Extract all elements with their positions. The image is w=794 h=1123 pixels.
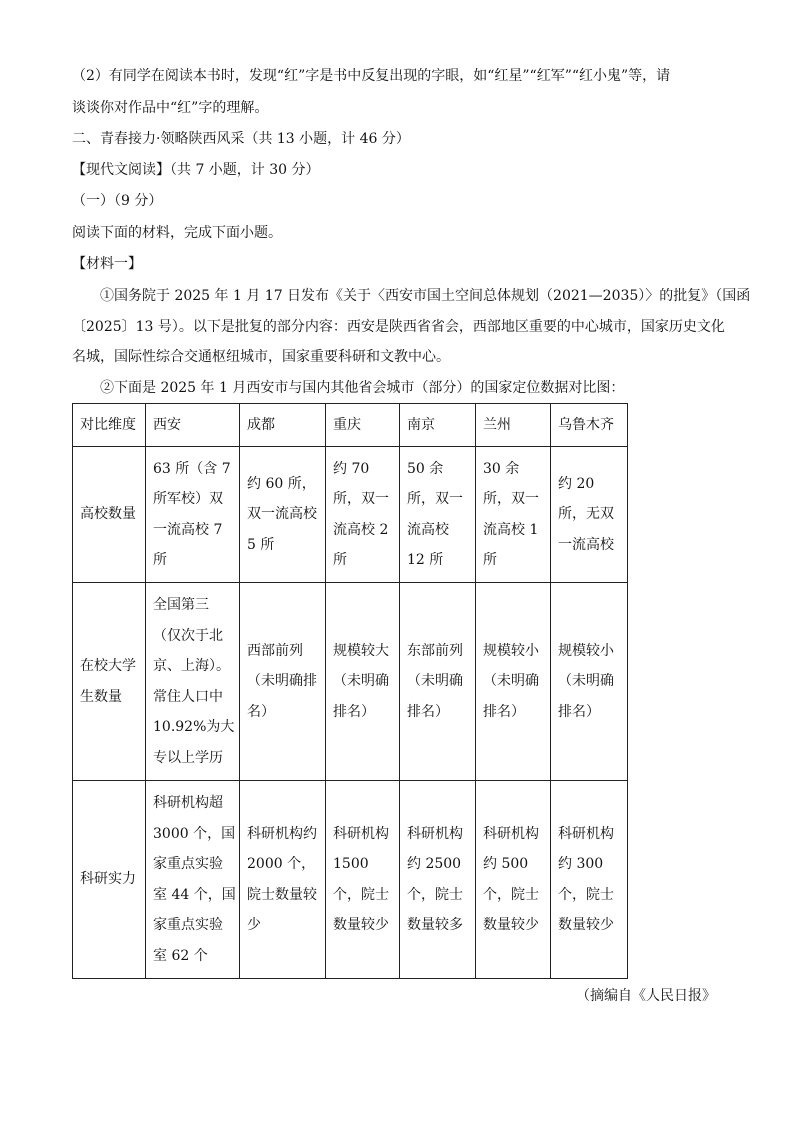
cell-line: 西部前列 <box>247 642 303 659</box>
cell-line: 1500 <box>333 856 369 872</box>
cell-line: 一流高校 <box>558 536 614 553</box>
paragraph-2-text: ②下面是 2025 年 1 月西安市与国内其他省会城市（部分）的国家定位数据对比图： <box>100 380 625 396</box>
row-label-line: 在校大学 <box>80 658 136 674</box>
cell-line: 排名） <box>333 703 375 720</box>
cell-line: 家重点实验 <box>153 856 223 872</box>
table-cell <box>326 583 400 781</box>
cell-line: 30 余 <box>483 460 520 477</box>
table-cell <box>400 447 476 583</box>
cell-line: 室 62 个 <box>153 947 208 964</box>
cell-line: 流高校 1 <box>483 521 539 538</box>
table-cell <box>240 583 326 781</box>
table-cell <box>240 781 326 979</box>
cell-line: 所，无双 <box>558 506 614 523</box>
cell-line: 50 余 <box>407 460 444 477</box>
row-label-line: 生数量 <box>80 688 122 705</box>
cell-line: 排名） <box>558 703 600 720</box>
table-cell <box>551 781 628 979</box>
paragraph-1-line-3: 名城，国际性综合交通枢纽城市，国家重要科研和文教中心。 <box>72 349 450 365</box>
table-cell <box>326 781 400 979</box>
cell-line: 2000 个， <box>247 856 316 872</box>
table-header-cell: 兰州 <box>476 404 551 447</box>
table-cell <box>326 447 400 583</box>
cell-line: 所 <box>483 552 497 568</box>
table-row <box>73 447 628 583</box>
cell-line: （未明确 <box>407 673 463 690</box>
table-cell <box>240 447 326 583</box>
cell-line: 个，院士 <box>558 886 614 903</box>
cell-line: 室 44 个，国 <box>153 886 236 903</box>
table-cell <box>400 781 476 979</box>
comparison-table <box>72 403 628 979</box>
cell-line: 流高校 <box>407 521 449 538</box>
cell-line: 约 60 所， <box>247 475 316 492</box>
question-2-line-1: （2）有同学在阅读本书时，发现“红”字是书中反复出现的字眼，如“红星”“红军”“红小鬼”等，请 <box>72 68 671 84</box>
paragraph-2 <box>72 373 722 404</box>
cell-line: （未明确 <box>333 673 389 690</box>
cell-line: 数量较少 <box>333 917 389 933</box>
cell-line: 一流高校 7 <box>153 521 223 538</box>
cell-line: 个，院士 <box>333 886 389 903</box>
question-2-line-2: 谈谈你对作品中“红”字的理解。 <box>72 100 269 116</box>
cell-line: 科研机构 <box>333 825 389 842</box>
instruction: 阅读下面的材料，完成下面小题。 <box>72 225 282 241</box>
row-label: 高校数量 <box>73 447 146 583</box>
cell-line: 数量较多 <box>407 917 463 933</box>
cell-line: 个，院士 <box>483 886 539 903</box>
cell-line: 排名） <box>407 703 449 720</box>
table-cell <box>146 781 240 979</box>
cell-line: 63 所（含 7 <box>153 460 231 477</box>
subsection-heading: 【现代文阅读】（共 7 小题，计 30 分） <box>72 162 320 178</box>
row-label <box>73 583 146 781</box>
cell-line: 12 所 <box>407 552 444 568</box>
table-header-cell: 重庆 <box>326 404 400 447</box>
cell-line: 家重点实验 <box>153 917 223 933</box>
cell-line: 名） <box>247 703 275 720</box>
cell-line: 所军校）双 <box>153 491 223 507</box>
table-header-cell: 乌鲁木齐 <box>551 404 628 447</box>
cell-line: 约 2500 <box>407 856 462 872</box>
table-header-cell: 对比维度 <box>73 404 146 447</box>
cell-line: 数量较少 <box>558 917 614 933</box>
cell-line: （仅次于北 <box>153 627 223 644</box>
part-heading: （一）（9 分） <box>72 193 163 209</box>
cell-line: 双一流高校 <box>247 506 317 523</box>
cell-line: 个，院士 <box>407 886 463 903</box>
cell-line: 科研机构 <box>483 825 539 842</box>
cell-line: 约 20 <box>558 475 595 492</box>
table-header-row <box>73 404 628 447</box>
paragraph-1-line-2: 〔2025〕13 号）。以下是批复的部分内容：西安是陕西省省会，西部地区重要的中心城市，国家历史文化 <box>72 318 725 335</box>
cell-line: 规模较小 <box>558 642 614 659</box>
cell-line: 全国第三 <box>153 597 209 613</box>
material-label: 【材料一】 <box>72 256 142 272</box>
table-cell <box>146 583 240 781</box>
cell-line: 所 <box>333 552 347 568</box>
cell-line: 约 70 <box>333 460 370 477</box>
cell-line: 科研机构超 <box>153 795 223 811</box>
cell-line: 所，双一 <box>333 491 389 507</box>
cell-line: 所，双一 <box>483 491 539 507</box>
table-header-cell: 成都 <box>240 404 326 447</box>
cell-line: 院士数量较 <box>247 886 317 903</box>
source-citation: （摘编自《人民日报》 <box>576 988 716 1004</box>
cell-line: 常住人口中 <box>153 688 223 705</box>
cell-line: （未明确排 <box>247 673 317 690</box>
table-cell <box>146 447 240 583</box>
cell-line: 约 500 <box>483 856 529 872</box>
cell-line: 5 所 <box>247 536 275 553</box>
table-header-cell: 西安 <box>146 404 240 447</box>
table-cell <box>400 583 476 781</box>
table-cell <box>551 583 628 781</box>
cell-line: （未明确 <box>558 673 614 690</box>
cell-line: 约 300 <box>558 856 604 872</box>
cell-line: 京、上海）。 <box>153 658 230 674</box>
cell-line: 数量较少 <box>483 917 539 933</box>
cell-line: 规模较大 <box>333 642 389 659</box>
cell-line: 排名） <box>483 703 525 720</box>
table-cell <box>476 583 551 781</box>
cell-line: 科研机构约 <box>247 825 317 842</box>
cell-line: 3000 个，国 <box>153 825 236 842</box>
table-cell <box>476 781 551 979</box>
cell-line: 10.92%为大 <box>153 719 235 735</box>
row-label: 科研实力 <box>73 781 146 979</box>
table-row <box>73 583 628 781</box>
cell-line: 科研机构 <box>558 825 614 842</box>
cell-line: 专以上学历 <box>153 749 223 766</box>
cell-line: 流高校 2 <box>333 521 389 538</box>
paragraph-1 <box>72 281 751 373</box>
cell-line: 东部前列 <box>407 642 463 659</box>
table-cell <box>551 447 628 583</box>
cell-line: 规模较小 <box>483 642 539 659</box>
cell-line: 少 <box>247 917 261 933</box>
table-row <box>73 781 628 979</box>
cell-line: 科研机构 <box>407 825 463 842</box>
cell-line: （未明确 <box>483 673 539 690</box>
table-cell <box>476 447 551 583</box>
section-heading: 二、青春接力·领略陕西风采（共 13 小题，计 46 分） <box>72 131 410 147</box>
table-header-cell: 南京 <box>400 404 476 447</box>
cell-line: 所，双一 <box>407 491 463 507</box>
paragraph-1-line-1: ①国务院于 2025 年 1 月 17 日发布《关于〈西安市国土空间总体规划（2021—2035）〉的批复》（国函 <box>100 288 751 304</box>
cell-line: 所 <box>153 552 167 568</box>
